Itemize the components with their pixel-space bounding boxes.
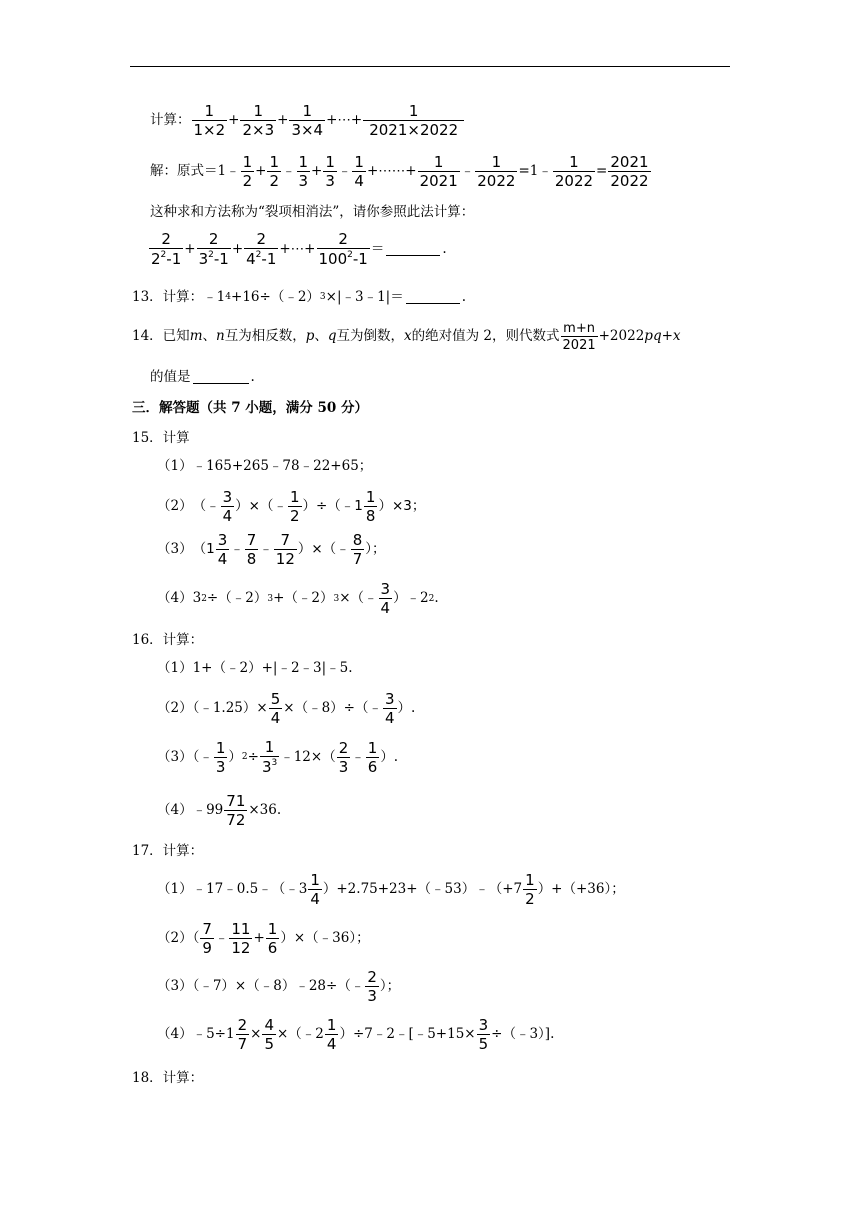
text: ×（﹣8）÷（﹣	[283, 700, 382, 717]
q15-part2	[157, 490, 425, 524]
text: ）+2.75+23+（﹣53）﹣（+7	[322, 881, 523, 898]
text: ）.	[380, 748, 399, 765]
text: ﹣	[214, 930, 229, 947]
op: +⋯+	[326, 112, 363, 129]
fraction: $\frac{2}{2^2-1}$	[151, 230, 182, 268]
q17-part1	[157, 873, 625, 907]
fraction: $\frac{1}{2}$	[289, 488, 300, 525]
part-label: （2）（﹣1.25）×	[157, 700, 268, 717]
term: +16÷（﹣2）	[231, 289, 320, 305]
op: +⋯+	[279, 240, 316, 257]
op: =1﹣	[518, 163, 552, 180]
text: 互为倒数，	[336, 328, 405, 345]
op: +	[184, 240, 196, 257]
text: ×（﹣2	[277, 1026, 324, 1043]
fraction: $\frac{1}{4}$	[354, 153, 364, 190]
op: +	[277, 112, 289, 129]
fraction: $\frac{m+n}{2021}$	[562, 321, 596, 353]
q-label: 14．已知	[132, 328, 190, 345]
op: ﹣	[337, 163, 352, 180]
fraction: $\frac{2}{3}$	[338, 738, 349, 776]
fraction: $\frac{5}{4}$	[270, 690, 281, 727]
question-16-title: 16．计算：	[132, 632, 204, 648]
fraction: $\frac{3}{4}$	[222, 488, 233, 525]
text: ×	[250, 1026, 262, 1043]
q15-part1: （1）﹣165+265﹣78﹣22+65；	[157, 458, 373, 474]
text: ）×（﹣	[235, 498, 287, 515]
fraction: $\frac{8}{7}$	[352, 531, 363, 568]
op: +	[231, 240, 244, 257]
practice-expression	[148, 232, 447, 267]
fraction: $\frac{1}{2022}$	[477, 153, 516, 190]
op: +	[228, 112, 240, 129]
question-14-line2	[150, 371, 255, 385]
fraction: $\frac{2}{3^2-1}$	[198, 230, 229, 268]
var: n	[216, 328, 225, 345]
period: .	[461, 289, 467, 305]
text: ）÷（﹣1	[302, 498, 363, 515]
text: ×36.	[248, 802, 282, 819]
text: 的绝对值为 2，则代数式	[411, 328, 560, 345]
text: ）.	[397, 700, 416, 717]
fraction: $\frac{1}{2021}$	[419, 153, 458, 190]
fraction: $\frac{1}{3}$	[325, 153, 335, 190]
op: =	[596, 163, 608, 180]
var: pq	[644, 328, 662, 345]
part-label: （2）（	[157, 930, 200, 947]
q17-part4	[157, 1018, 554, 1052]
part-label: （4）﹣99	[157, 802, 224, 819]
fraction: $\frac{2}{100^2-1}$	[318, 230, 368, 268]
period: .	[442, 240, 447, 257]
text: ）+（+36）；	[537, 881, 625, 898]
fraction: $\frac{2}{4^2-1}$	[246, 230, 277, 268]
part-label: （3）（﹣7）×（﹣8）﹣28÷（﹣	[157, 978, 365, 995]
period: .	[250, 369, 255, 385]
fraction: $\frac{1}{3\times 4}$	[291, 102, 324, 139]
text: ）	[228, 748, 242, 765]
fraction: $\frac{1}{2022}$	[554, 153, 594, 190]
label: 解：原式＝1﹣	[150, 163, 240, 180]
var: p	[305, 328, 315, 345]
label: 计算：	[150, 112, 191, 129]
text: ÷（﹣3）].	[491, 1026, 555, 1043]
text: ）×3；	[378, 498, 426, 515]
text: ）；	[379, 978, 401, 995]
fraction: $\frac{71}{72}$	[226, 792, 246, 829]
text: 互为相反数，	[224, 328, 306, 345]
text: ）﹣2	[393, 590, 429, 607]
question-18-title: 18．计算：	[132, 1070, 204, 1086]
text: ﹣	[259, 541, 273, 558]
fraction: $\frac{1}{6}$	[267, 920, 278, 957]
fraction: $\frac{3}{4}$	[380, 580, 391, 617]
op: +	[311, 163, 323, 180]
text: 、	[202, 328, 216, 345]
fraction: $\frac{1}{2}$	[269, 153, 279, 190]
fraction: $\frac{1}{3}$	[215, 738, 226, 776]
text: （﹣	[192, 498, 220, 515]
text: 的值是	[150, 369, 191, 385]
q16-part3: （3）（﹣ $\frac{1}{3}$ ） 2 ÷ $\frac{1}{3^3}$ ﹣12×（ $\frac{2}{3}$ ﹣ $\frac{1}{6}$ ）.	[157, 738, 399, 776]
part-label: （3）	[157, 541, 193, 558]
fraction: $\frac{3}{4}$	[217, 531, 228, 568]
fraction: $\frac{2}{3}$	[367, 968, 377, 1005]
fraction: $\frac{1}{3^3}$	[261, 738, 278, 776]
header-rule	[130, 66, 730, 67]
fraction: $\frac{1}{6}$	[367, 738, 378, 776]
fraction: $\frac{1}{1\times 2}$	[193, 102, 226, 139]
example-expression	[150, 104, 465, 138]
var: x	[672, 328, 681, 345]
text: +2022	[598, 328, 645, 345]
q15-part4: （4）3 2 ÷（﹣2） 3 +（﹣2） 3 ×（﹣ $\frac{3}{4}$ ）﹣2 2 .	[157, 580, 439, 617]
term: ×|﹣3﹣1|＝	[325, 289, 404, 305]
text: ﹣	[230, 541, 244, 558]
text: （1	[192, 541, 215, 558]
fraction: $\frac{1}{2\times 3}$	[242, 102, 275, 139]
part-label: （4）﹣5÷1	[157, 1026, 235, 1043]
part-label: （2）	[157, 498, 193, 515]
var: q	[327, 328, 337, 345]
text: ）÷7﹣2﹣[﹣5+15×	[339, 1026, 476, 1043]
part-label: （1）﹣17﹣0.5﹣（﹣3	[157, 881, 308, 898]
text: ）；	[365, 541, 386, 558]
text: 、	[314, 328, 328, 345]
term: ﹣1	[203, 289, 226, 305]
op: ﹣	[282, 163, 296, 180]
text: ÷（﹣2）	[206, 590, 268, 607]
method-note: 这种求和方法称为“裂项相消法”，请你参照此法计算：	[150, 204, 475, 220]
fraction: $\frac{2}{7}$	[237, 1016, 248, 1053]
text: +	[253, 930, 265, 947]
op: +	[255, 163, 267, 180]
part-label: （3）（﹣	[157, 748, 213, 765]
op: ﹣	[460, 163, 475, 180]
text: ）×（﹣36）；	[280, 930, 370, 947]
text: ）×（﹣	[297, 541, 350, 558]
fraction: $\frac{7}{8}$	[246, 531, 257, 568]
fraction: $\frac{1}{2}$	[525, 871, 535, 908]
answer-blank	[406, 292, 460, 304]
q-label: 13．计算：	[132, 289, 204, 305]
fraction: $\frac{1}{4}$	[326, 1016, 337, 1053]
fraction: $\frac{1}{8}$	[365, 488, 376, 525]
fraction: $\frac{1}{4}$	[310, 871, 320, 908]
q17-part2	[157, 922, 370, 956]
equals: ＝	[370, 240, 385, 257]
q16-part1: （1）1+（﹣2）+|﹣2﹣3|﹣5.	[157, 660, 353, 676]
solution-expression	[150, 155, 652, 189]
part-label: （4）3	[157, 590, 202, 607]
text: .	[434, 590, 439, 607]
answer-blank	[386, 244, 440, 256]
text: ×（﹣	[339, 590, 378, 607]
answer-blank	[193, 372, 249, 384]
q16-part4	[157, 794, 281, 828]
op: +⋯⋯+	[366, 163, 417, 180]
fraction: $\frac{7}{9}$	[202, 920, 212, 957]
fraction: $\frac{11}{12}$	[231, 920, 251, 957]
fraction: $\frac{3}{5}$	[478, 1016, 489, 1053]
var: m	[189, 328, 203, 345]
section-heading: 三．解答题（共 7 小题，满分 50 分）	[132, 400, 368, 416]
fraction: $\frac{1}{2}$	[242, 153, 253, 190]
q15-part3	[157, 533, 385, 567]
q16-part2	[157, 692, 415, 726]
q17-part3	[157, 970, 400, 1004]
text: +	[661, 328, 673, 345]
fraction: $\frac{1}{2021\times 2022}$	[363, 104, 464, 138]
fraction: $\frac{7}{12}$	[275, 531, 295, 568]
fraction: $\frac{1}{3}$	[298, 153, 309, 190]
question-14	[132, 322, 681, 352]
text: ÷	[247, 748, 259, 765]
fraction: $\frac{2021}{2022}$	[610, 153, 649, 190]
fraction: $\frac{4}{5}$	[264, 1016, 274, 1053]
text: ﹣	[351, 748, 365, 765]
var: x	[404, 328, 412, 345]
question-17-title: 17．计算：	[132, 843, 204, 859]
text: +（﹣2）	[273, 590, 334, 607]
question-15-title: 15．计算	[132, 430, 190, 446]
fraction: $\frac{3}{4}$	[384, 690, 395, 727]
text: ﹣12×（	[280, 748, 336, 765]
question-13: 13．计算： ﹣1 4 +16÷（﹣2） 3 ×|﹣3﹣1|＝ .	[132, 289, 467, 305]
